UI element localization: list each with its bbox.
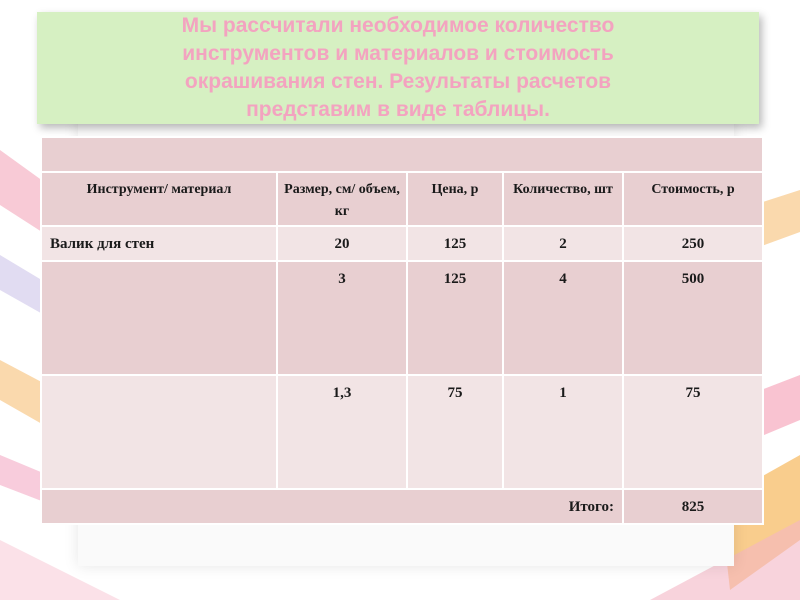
header-quantity: Количество, шт bbox=[503, 172, 623, 226]
table-top-row bbox=[41, 137, 763, 172]
cell-cost: 75 bbox=[623, 375, 763, 489]
cell-price: 125 bbox=[407, 226, 503, 261]
results-table bbox=[40, 136, 764, 525]
header-size-volume: Размер, см/ объем, кг bbox=[277, 172, 407, 226]
slide-title: Мы рассчитали необходимое количество инструментов и материалов и стоимость окрашивания стен. Результаты расчетов представим в виде таблицы. bbox=[181, 14, 615, 121]
cell-material bbox=[41, 375, 277, 489]
cell-quantity: 2 bbox=[503, 226, 623, 261]
table-header-row bbox=[41, 172, 763, 226]
header-price: Цена, р bbox=[407, 172, 503, 226]
cell-material bbox=[41, 261, 277, 375]
cell-quantity: 4 bbox=[503, 261, 623, 375]
header-tool-material: Инструмент/ материал bbox=[41, 172, 277, 226]
cell-quantity: 1 bbox=[503, 375, 623, 489]
table-row bbox=[41, 375, 763, 489]
cell-cost: 250 bbox=[623, 226, 763, 261]
table-row bbox=[41, 261, 763, 375]
cell-size: 3 bbox=[277, 261, 407, 375]
table-row bbox=[41, 226, 763, 261]
table-total-row bbox=[41, 489, 763, 524]
cell-price: 125 bbox=[407, 261, 503, 375]
cell-cost: 500 bbox=[623, 261, 763, 375]
cell-size: 20 bbox=[277, 226, 407, 261]
total-label: Итого: bbox=[41, 489, 623, 524]
cell-size: 1,3 bbox=[277, 375, 407, 489]
total-value: 825 bbox=[623, 489, 763, 524]
header-cost: Стоимость, р bbox=[623, 172, 763, 226]
cell-material: Валик для стен bbox=[41, 226, 277, 261]
cell-price: 75 bbox=[407, 375, 503, 489]
table-top-cell bbox=[41, 137, 763, 172]
